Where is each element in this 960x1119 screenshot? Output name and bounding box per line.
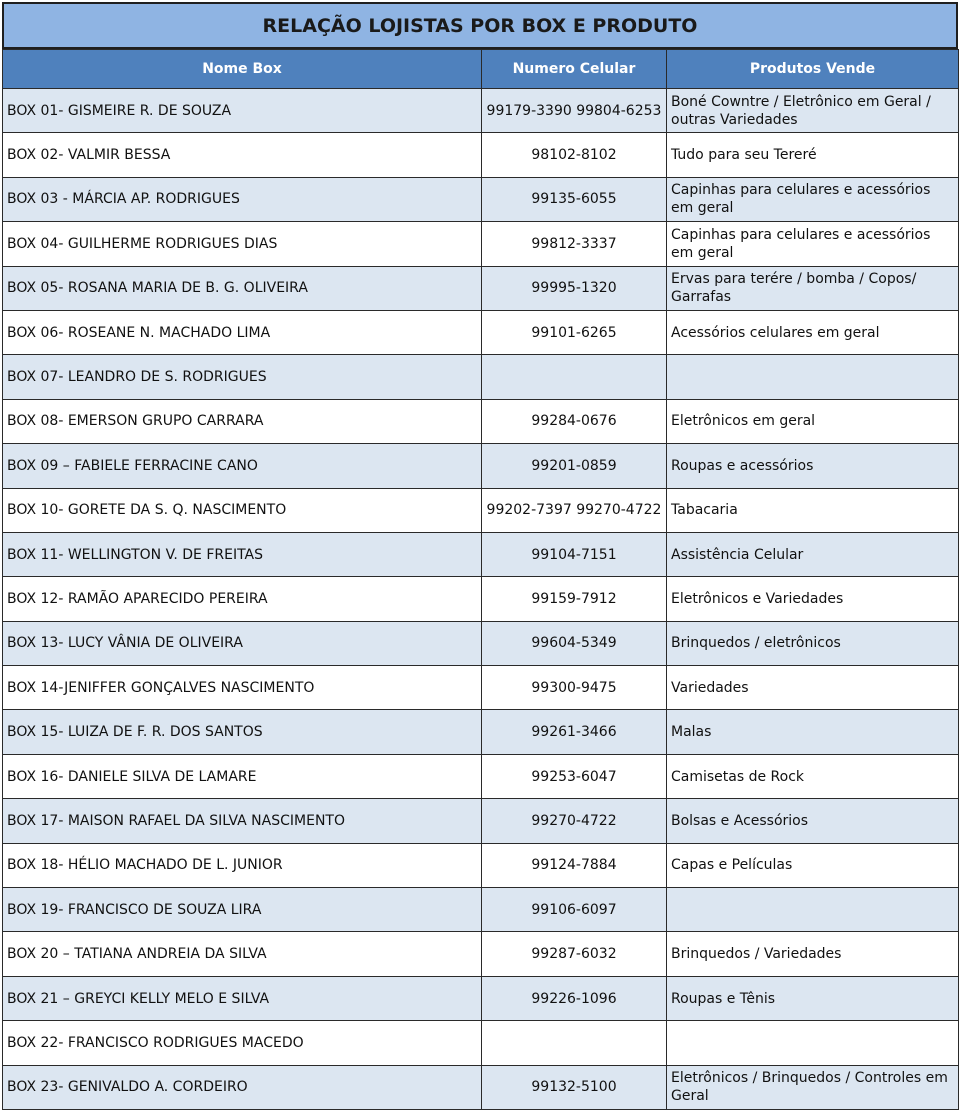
store-table: [2, 49, 959, 1110]
products-cell: Assistência Celular: [667, 532, 959, 576]
phone-cell: 99104-7151: [482, 532, 667, 576]
phone-cell: 99995-1320: [482, 266, 667, 310]
products-cell: Malas: [667, 710, 959, 754]
phone-cell: 99179-3390 99804-6253: [482, 89, 667, 133]
phone-cell: 98102-8102: [482, 133, 667, 177]
box-name-cell: BOX 07- LEANDRO DE S. RODRIGUES: [3, 355, 482, 399]
products-cell: Acessórios celulares em geral: [667, 310, 959, 354]
table-row: [3, 266, 959, 310]
phone-cell: 99270-4722: [482, 799, 667, 843]
column-header-name: Nome Box: [3, 50, 482, 89]
products-cell: Capinhas para celulares e acessórios em geral: [667, 177, 959, 221]
box-name-cell: BOX 21 – GREYCI KELLY MELO E SILVA: [3, 976, 482, 1020]
phone-cell: [482, 355, 667, 399]
products-cell: Roupas e Tênis: [667, 976, 959, 1020]
phone-cell: 99201-0859: [482, 444, 667, 488]
phone-cell: 99300-9475: [482, 666, 667, 710]
header-row: [3, 50, 959, 89]
box-name-cell: BOX 16- DANIELE SILVA DE LAMARE: [3, 754, 482, 798]
table-row: [3, 932, 959, 976]
box-name-cell: BOX 13- LUCY VÂNIA DE OLIVEIRA: [3, 621, 482, 665]
table-row: [3, 310, 959, 354]
box-name-cell: BOX 18- HÉLIO MACHADO DE L. JUNIOR: [3, 843, 482, 887]
phone-cell: 99226-1096: [482, 976, 667, 1020]
table-body: [3, 89, 959, 1110]
table-row: [3, 621, 959, 665]
phone-cell: 99135-6055: [482, 177, 667, 221]
table-row: [3, 133, 959, 177]
phone-cell: [482, 1021, 667, 1065]
box-name-cell: BOX 23- GENIVALDO A. CORDEIRO: [3, 1065, 482, 1109]
products-cell: [667, 888, 959, 932]
phone-cell: 99101-6265: [482, 310, 667, 354]
products-cell: Eletrônicos e Variedades: [667, 577, 959, 621]
products-cell: Capinhas para celulares e acessórios em geral: [667, 222, 959, 266]
products-cell: Eletrônicos / Brinquedos / Controles em Geral: [667, 1065, 959, 1109]
table-row: [3, 444, 959, 488]
phone-cell: 99132-5100: [482, 1065, 667, 1109]
box-name-cell: BOX 12- RAMÃO APARECIDO PEREIRA: [3, 577, 482, 621]
phone-cell: 99159-7912: [482, 577, 667, 621]
column-header-products: Produtos Vende: [667, 50, 959, 89]
products-cell: Tabacaria: [667, 488, 959, 532]
phone-cell: 99604-5349: [482, 621, 667, 665]
box-name-cell: BOX 15- LUIZA DE F. R. DOS SANTOS: [3, 710, 482, 754]
products-cell: Eletrônicos em geral: [667, 399, 959, 443]
products-cell: [667, 1021, 959, 1065]
box-name-cell: BOX 19- FRANCISCO DE SOUZA LIRA: [3, 888, 482, 932]
table-row: [3, 976, 959, 1020]
phone-cell: 99284-0676: [482, 399, 667, 443]
phone-cell: 99106-6097: [482, 888, 667, 932]
phone-cell: 99202-7397 99270-4722: [482, 488, 667, 532]
box-name-cell: BOX 11- WELLINGTON V. DE FREITAS: [3, 532, 482, 576]
box-name-cell: BOX 20 – TATIANA ANDREIA DA SILVA: [3, 932, 482, 976]
box-name-cell: BOX 02- VALMIR BESSA: [3, 133, 482, 177]
box-name-cell: BOX 04- GUILHERME RODRIGUES DIAS: [3, 222, 482, 266]
table-row: [3, 399, 959, 443]
table-row: [3, 355, 959, 399]
box-name-cell: BOX 03 - MÁRCIA AP. RODRIGUES: [3, 177, 482, 221]
box-name-cell: BOX 17- MAISON RAFAEL DA SILVA NASCIMENTO: [3, 799, 482, 843]
table-row: [3, 843, 959, 887]
table-row: [3, 577, 959, 621]
box-name-cell: BOX 05- ROSANA MARIA DE B. G. OLIVEIRA: [3, 266, 482, 310]
table-row: [3, 888, 959, 932]
phone-cell: 99124-7884: [482, 843, 667, 887]
box-name-cell: BOX 01- GISMEIRE R. DE SOUZA: [3, 89, 482, 133]
table-row: [3, 1021, 959, 1065]
products-cell: Roupas e acessórios: [667, 444, 959, 488]
table-row: [3, 89, 959, 133]
box-name-cell: BOX 22- FRANCISCO RODRIGUES MACEDO: [3, 1021, 482, 1065]
phone-cell: 99261-3466: [482, 710, 667, 754]
table-row: [3, 532, 959, 576]
products-cell: Brinquedos / Variedades: [667, 932, 959, 976]
sheet-title: RELAÇÃO LOJISTAS POR BOX E PRODUTO: [2, 2, 958, 49]
box-name-cell: BOX 08- EMERSON GRUPO CARRARA: [3, 399, 482, 443]
products-cell: Boné Cowntre / Eletrônico em Geral / outras Variedades: [667, 89, 959, 133]
phone-cell: 99287-6032: [482, 932, 667, 976]
table-row: [3, 754, 959, 798]
box-name-cell: BOX 14-JENIFFER GONÇALVES NASCIMENTO: [3, 666, 482, 710]
table-row: [3, 1065, 959, 1109]
box-name-cell: BOX 06- ROSEANE N. MACHADO LIMA: [3, 310, 482, 354]
table-row: [3, 666, 959, 710]
products-cell: Camisetas de Rock: [667, 754, 959, 798]
table-row: [3, 710, 959, 754]
table-row: [3, 222, 959, 266]
phone-cell: 99812-3337: [482, 222, 667, 266]
column-header-phone: Numero Celular: [482, 50, 667, 89]
box-name-cell: BOX 10- GORETE DA S. Q. NASCIMENTO: [3, 488, 482, 532]
products-cell: Bolsas e Acessórios: [667, 799, 959, 843]
table-row: [3, 488, 959, 532]
products-cell: [667, 355, 959, 399]
products-cell: Ervas para terére / bomba / Copos/ Garrafas: [667, 266, 959, 310]
phone-cell: 99253-6047: [482, 754, 667, 798]
box-name-cell: BOX 09 – FABIELE FERRACINE CANO: [3, 444, 482, 488]
table-row: [3, 177, 959, 221]
table-row: [3, 799, 959, 843]
products-cell: Brinquedos / eletrônicos: [667, 621, 959, 665]
products-cell: Capas e Películas: [667, 843, 959, 887]
products-cell: Variedades: [667, 666, 959, 710]
products-cell: Tudo para seu Tereré: [667, 133, 959, 177]
